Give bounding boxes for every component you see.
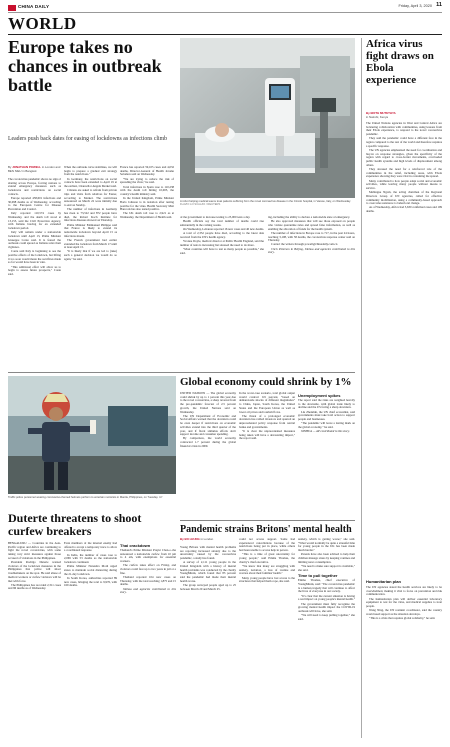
mental-health-headline[interactable]: Pandemic strains Britons' mental health xyxy=(180,524,352,535)
lead-byline: By JONATHAN POWELL in London and BEN SIEU in Bangkok xyxy=(8,165,61,173)
africa-byline: By EDITH MUTETHYA in Nairobi, Kenya xyxy=(366,111,396,119)
time-to-pull-together-heading: Time to pull together xyxy=(298,573,338,579)
masthead xyxy=(8,4,442,13)
lead-headline[interactable]: Europe takes no chances in outbreak battle xyxy=(8,37,162,95)
lead-column-4: of the government to increase testing to 25,000 tests a day. Health officials say the total number of deaths could rise substantially in the coming weeks. On Wednesday, Lebanon reported 16 new cases and 40 new deaths. A total of 2,352 people have died, according to the latest data received from the UN's health agency. Yvonne Doyle, medical director at Public Health England, said the number of tests is increasing but stressed the need to do more. "Most countries will have to test as many people as possible," she said. xyxy=(180,216,264,255)
column-separator xyxy=(361,38,362,738)
duterte-column-1: BENGALURU — Countries in the Asia-Pacific region and Africa are continuing to fight the novel coronavirus, with some taking very strict measures against those accused of violations in the Philippines. President Rodrigo Duterte warned violators of the lockdown measures in the Philippines that police will shoot troublemakers on the spot. He said abuse of medical workers or curfew violators will be met with force. The Philippines has recorded 2,311 cases and 96 deaths as of Wednesday. xyxy=(8,542,61,591)
mental-health-byline: By BO LEUNG in London xyxy=(180,537,214,541)
hospital-robot-photo xyxy=(180,38,355,198)
section-divider-2 xyxy=(180,520,355,521)
manila-traffic-police-photo xyxy=(8,376,176,494)
duterte-headline[interactable]: Duterte threatens to shoot curfew breakers xyxy=(8,511,142,538)
economy-column-3: Unemployment spikes The report said the risks are weighted heavily to the downside, with global trade likely to decline and the US facing a sharp downturn. Liu Zhenmin, the UN chief economist, said governments must take bold action to support people and businesses. "The pandemic will leave a lasting mark on the global economy," he said. XINHUA — AP contributed to this story. xyxy=(298,393,355,434)
mental-health-column-3: anxiety, which is getting worse," she said. "What would normally be quite a stressful time for young people in the UK has been made much harder." Parents have also been advised to help their children manage stress by keeping routines and limiting news consumption. "We need to make sure support is available," she said. Time to pull together Emma Thomas, chief executive of YoungMinds, said: "The coronavirus pandemic is a human tragedy that will continue to affect the lives of everyone in our society. "It's clear that the current situation is having a real impact on young people's mental health." The government must fully recognize the growing mental health impact the COVID-19 outbreak will have, she said. "We will need to keep pulling together," she said. xyxy=(298,538,355,621)
manila-photo-caption: Traffic police personnel wearing coronavirus-themed helmets perform to entertain motorists in Manila, Philippines, on Tuesday. AP xyxy=(8,496,163,499)
main-photo-caption: A robot helping medical teams treat patients suffering from the novel coronavirus disease in the Circolo hospital, in Varese, Italy, on Wednesday. FLAVIO LO SCALZO / REUTERS xyxy=(180,200,351,207)
economy-column-2: In the worst-case scenario, total global output would contract 0.9 percent, "based on demand-side shocks of different magnitudes" to China, Japan, South Korea, the United States and the European Union as well as lower oil prices and tourism flows. The threat of a prolonged economic downturn has rattled investors and spurred an unprecedented policy response from central banks and governments. "It is clear the unprecedented measures being taken will have a devastating impact," the report said. xyxy=(239,392,295,441)
economy-column-1: UNITED NATIONS — The global economy could shrink by up to 1 percent this year due to the novel coronavirus, a sharp reversal from the pre-pandemic forecast of 2.5 percent growth, the United Nations said on Wednesday. The UN Department of Economic and Social Affairs warned that the downturn could be even deeper if restrictions on economic activities extend into the third quarter of the year, and if fiscal stimulus efforts don't support income and consumer spending. By comparison, the world economy contracted 1.7 percent during the global financial crisis in 2009. xyxy=(180,392,236,448)
page-number: 11 xyxy=(436,2,442,8)
lead-column-1: The coronavirus pandemic shows no sign of abating across Europe, forcing nations to extend emergency measures such as lockdowns and restrictions on social contacts. Europe reported 458,601 infections and 30,098 deaths as of Wednesday, according to the European Centre for Disease Prevention and Control. Italy reported 110,574 cases by Wednesday, and the death toll stood at 13,155, said the Civil Protection Agency, with Italians bracing for an extended lockdown period. Italy will remain under a nationwide lockdown until April 13, Prime Minister Giuseppe Conte said. It is feared the outbreak could spread as Italians relax their vigilance. Conte said Italy is beginning to see the positive effects of the lockdown, but lifting it too soon would mean the sacrifices made so far would have been in vain. "This additional effort will allow us to begin to assess future prospects," Conte said. xyxy=(8,178,61,277)
humanitarian-heading: Humanitarian plan xyxy=(366,579,401,584)
unemployment-heading: Unemployment spikes xyxy=(298,393,341,398)
issue-date: Friday, April 3, 2020 xyxy=(398,4,432,8)
section-divider xyxy=(8,34,442,35)
thai-crackdown-heading: Thai crackdown xyxy=(120,543,151,548)
duterte-column-3: Thai crackdown Thailand's Prime Minister Prayut Chan-o-cha announced a nationwide curfew from 10 pm to 4 am, with exemptions for essential workers. The curfew takes effect on Friday, and violators could face up to two years in jail or a fine. Thailand reported 104 new cases on Thursday, with the total reaching 1,875 and 15 deaths. Xinhua and agencies contributed to this story. xyxy=(120,543,176,595)
duterte-column-2: Even members of the internal enemy had offered to accept a temporary truce to allow a coordinated response. In India, the number of cases rose to 2,069 with 53 deaths as the nationwide lockdown continued. Prime Minister Narendra Modi urged states to maintain social distancing during the 21-day lockdown. In South Korea, authorities reported 89 new cases, bringing the total to 9,976, with 169 deaths. xyxy=(64,542,117,588)
section-divider-1 xyxy=(8,372,355,373)
china-daily-logo-icon xyxy=(8,5,16,11)
traffic-police-illustration xyxy=(8,376,176,494)
lead-column-5: ing, including the ability to declare a nationwide state of emergency. He also approved measures that will see those exposed on people who violate quarantine rules and spread false information, as well as enabling the allocation of funds for the health system. The number of infections in Europe rose to 717, in the past 24 hours, reaching 3,108, with 58 deaths, the coronavirus response center said on Thursday. Contact the writers through powell@chinadaily.com.cn Chris Peterson in Beijing, Xinhua and agencies contributed to this story. xyxy=(268,216,355,255)
africa-body-2: The UN agencies stated the health services are likely to be overwhelmed, making it vital to focus on prevention and risk communication. The humanitarian plan will deliver essential laboratory equipment to test for the virus, and medical supplies to treat people. Wang Ning, the UN resident coordinator, said the country would need support as the situation develops. "This is a crisis that requires global solidarity," he said. xyxy=(366,586,442,621)
hospital-robot-illustration xyxy=(180,38,355,198)
africa-headline[interactable]: Africa virus fight draws on Ebola experience xyxy=(366,38,434,86)
economy-headline[interactable]: Global economy could shrink by 1% xyxy=(180,376,352,388)
mental-health-column-2: could not access support. Some had experienced cancellations because of the restrictions being put in place, while others had been unable to access help in person. "This is a time of great uncertainty for young people," said Emma Thomas, the charity's chief executive. "We know that many are struggling with anxiety, isolation, a loss of routine and worries about their families' health." Many young people have lost access to the structures that helped them cope, she said. xyxy=(239,538,295,584)
lead-column-2: When the outbreak curve stabilizes, we will begin to prepare a gradual exit strategy from the restrictions." In Germany, the restrictions on social contacts have been extended to April 19 at the earliest, Chancellor Angela Merkel said. Citizens are asked to refrain from private trips and visits from relatives for Easter, according to Merkel. The restrictions announced on March 22 were initially due to end on Sunday. The number of infections in Germany has risen to 73,522 and 872 people have died, the Robert Koch Institute for infectious diseases showed on Thursday. Prime Minister Emmanuel Philippe said that France is likely to extend its nationwide lockdown beyond April 15 as infections mount. The French government had earlier extended the lockdown from March 17 until at least April 15. "It is likely that if we are led to (take) such a general decision we would do so again," he said. xyxy=(64,166,117,261)
lead-column-3: France has reported 59,105 cases and 4,032 deaths, Director-General of Health Jerome Salomon said on Wednesday. "We are trying to reduce the risk of spreading the virus," he said. Total infections in Spain rose to 110,238 with the death toll hitting 10,003, the country's health ministry said. In the United Kingdom, Prime Minister Boris Johnson is in isolation after testing positive for the virus. Health Secretary Matt Hancock has also tested positive. The UK death toll rose to 2,921 as at Wednesday, the Department of Health said. xyxy=(120,166,174,220)
section-title: WORLD xyxy=(8,14,77,33)
brand-name: CHINA DAILY xyxy=(18,4,50,9)
lead-subhead: Leaders push back dates for easing of lockdowns as infections climb xyxy=(8,136,168,142)
mental-health-column-1: Young Britons with mental health problems are reporting increased anxiety due to the uncertainty caused by the coronavirus pandemic, a study has found. A survey of 2,111 young people in the United Kingdom with a history of mental health problems was conducted by the charity YoungMinds, which found that 83 percent said the pandemic had made their mental health worse. The group surveyed people aged up to 25 between March 20 and March 25. xyxy=(180,546,236,591)
africa-body: The United Nations agencies in West and Central Africa are bolstering collaboration with communities, using lessons from their Ebola experience, to respond to the novel coronavirus pandemic. They said the pandemic could have a different face in the region compared to the rest of the world and therefore requires a specific response. The UN agencies emphasized the need for coordination and buy-in on response strategies, given the specificity of the region with regard to cross-border movements, overloaded public health systems and high levels of displacement among others. They stressed the need for a reinforced role of the communities in the relief, including areas, with Ebola experience showing they were vital in containing the spread. Many contributed to how people adapt social and economic activities, while leaving many people without means to survive. Mabingue Ngom, the acting chairman of the Regional Directors Group of UN agencies, called for effective community mobilization, using a community-based approach to overcome resistance to behavioral change. As of Wednesday, Africa had 5,630 confirmed cases and 199 deaths. xyxy=(366,122,442,214)
